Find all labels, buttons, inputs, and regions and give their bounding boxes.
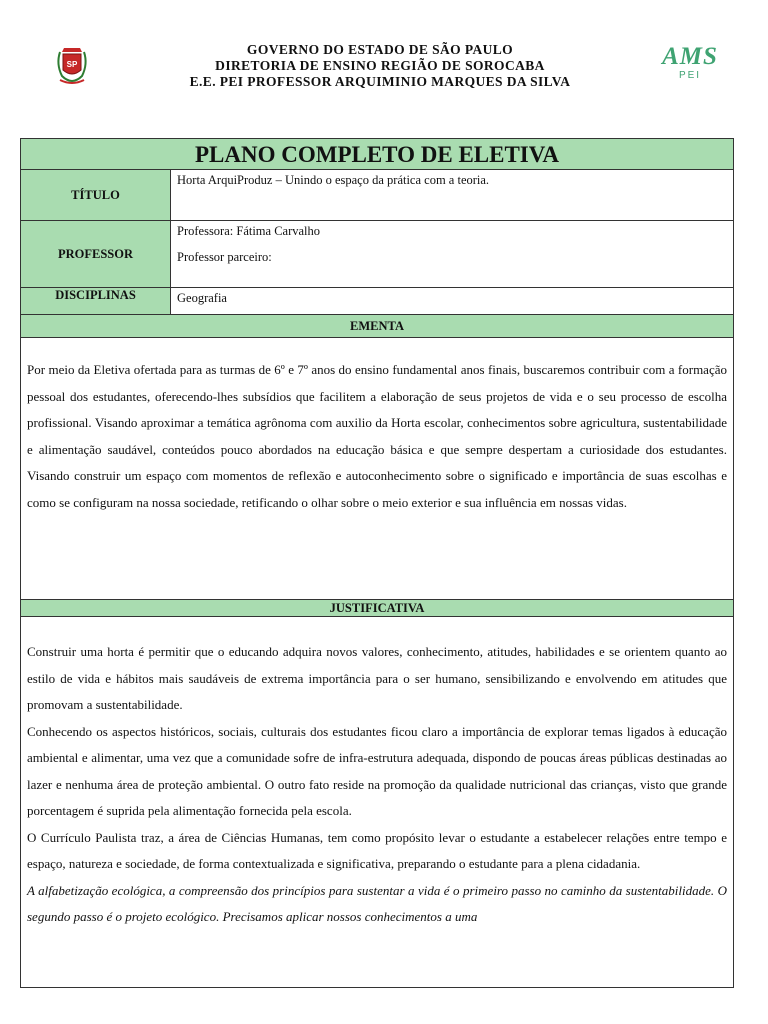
titulo-label: TÍTULO <box>21 170 171 220</box>
seal-text: SP <box>66 60 78 69</box>
sao-paulo-seal-icon <box>52 42 92 88</box>
header-line-1: GOVERNO DO ESTADO DE SÃO PAULO <box>246 42 514 57</box>
justificativa-paragraph-1: Construir uma horta é permitir que o educando adquira novos valores, conhecimento, atitudes, habilidades e se orientem quanto ao estilo de vida e hábitos mais saudáveis de extrema importância para o ser humano, sensibilizando e envolvendo em atitudes que promovam a sustentabilidade. <box>27 644 727 712</box>
page-title: PLANO COMPLETO DE ELETIVA <box>21 139 733 170</box>
document-header <box>0 38 768 98</box>
logo-subtitle: PEI <box>678 70 702 81</box>
ementa-paragraph: Por meio da Eletiva ofertada para as turmas de 6º e 7º anos do ensino fundamental anos finais, buscaremos contribuir com a formação pessoal dos estudantes, oferecendo-lhes subsídios que facilitem a elaboração de seus projetos de vida e o seu processo de escolha profissional. Visando aproximar a temática agrônoma com auxilio da Horta escolar, conhecimentos sobre agricultura, sustentabilidade e alimentação saudável, conteúdos pouco abordados na educação básica e que sempre despertam a curiosidade dos estudantes. Visando construir um espaço com momentos de reflexão e autoconhecimento sobre o significado e importância de suas escolhas e como se configuram na nossa sociedade, retificando o olhar sobre o meio exterior e sua influência em nossas vidas. <box>27 362 727 510</box>
professor-main: Professora: Fátima Carvalho <box>177 224 321 238</box>
header-line-3: E.E. PEI PROFESSOR ARQUIMINIO MARQUES DA SILVA <box>189 74 571 89</box>
ementa-body <box>21 338 733 600</box>
justificativa-heading: JUSTIFICATIVA <box>21 600 733 617</box>
professor-label: PROFESSOR <box>21 221 171 287</box>
justificativa-paragraph-3: O Currículo Paulista traz, a área de Ciências Humanas, tem como propósito levar o estudante a estabelecer relações entre tempo e espaço, natureza e sociedade, de forma contextualizada e significativa, preparando o estudante para a plena cidadania. <box>27 829 727 871</box>
disciplinas-value: Geografia <box>177 291 227 305</box>
institution-header <box>150 42 610 90</box>
logo-mark: AMS <box>662 43 718 70</box>
titulo-row <box>21 170 733 221</box>
elective-plan-table <box>20 138 734 988</box>
ementa-heading: EMENTA <box>21 315 733 338</box>
justificativa-paragraph-2: Conhecendo os aspectos históricos, sociais, culturais dos estudantes ficou claro a importância de explorar temas ligados à educação ambiental e alimentar, uma vez que a comunidade sofre de infra-estrutura adequada, dispondo de poucas áreas públicas destinadas ao lazer e nenhuma área de proteção ambiental. O outro fato reside na promoção da qualidade nutricional das crianças, visto que grande porcentagem é suprida pela alimentação fornecida pela escola. <box>27 723 727 818</box>
ams-pei-logo <box>648 44 732 90</box>
disciplinas-row <box>21 288 733 315</box>
professor-row <box>21 221 733 288</box>
header-line-2: DIRETORIA DE ENSINO REGIÃO DE SOROCABA <box>215 58 545 73</box>
professor-value <box>171 221 733 287</box>
professor-partner: Professor parceiro: <box>177 250 272 264</box>
justificativa-quote: A alfabetização ecológica, a compreensão dos princípios para sustentar a vida é o primeiro passo no caminho da sustentabilidade. O segundo passo é o projeto ecológico. Precisamos aplicar nossos conhecimentos a uma <box>27 882 727 924</box>
disciplinas-label: DISCIPLINAS <box>21 288 171 314</box>
justificativa-body <box>21 617 733 931</box>
titulo-value: Horta ArquiProduz – Unindo o espaço da prática com a teoria. <box>177 173 490 187</box>
